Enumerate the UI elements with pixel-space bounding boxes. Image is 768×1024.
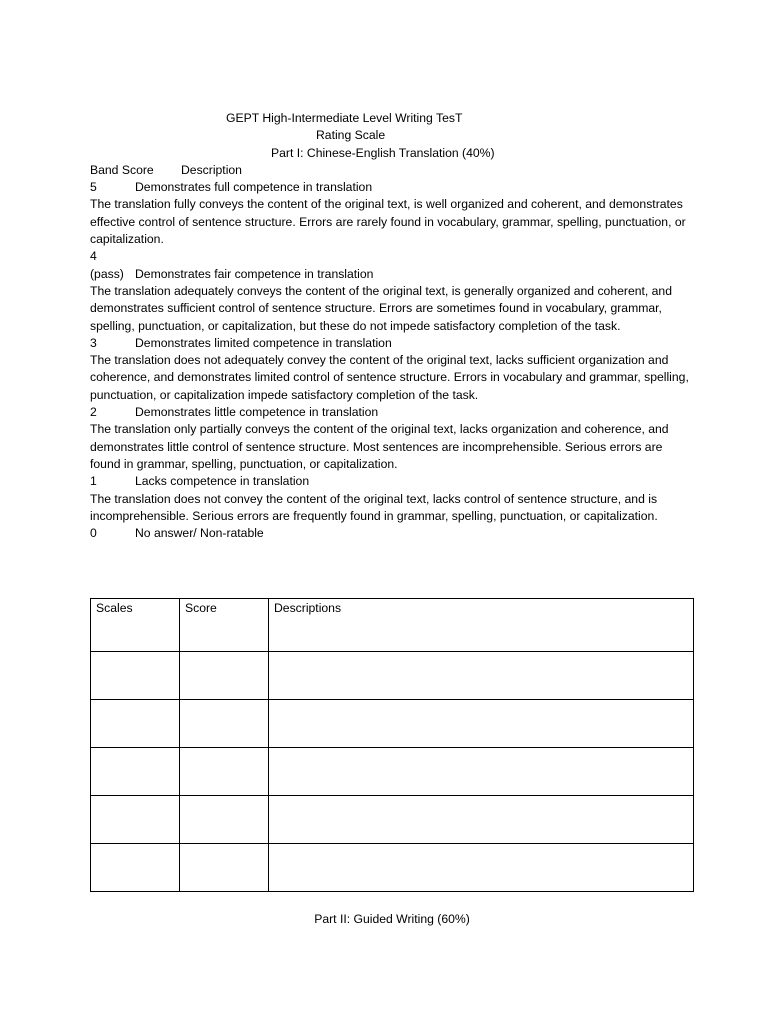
band-2-description: The translation only partially conveys the content of the original text, lacks organization and coherence, and demonstrates little control of sentence structure. Most sentences are incomprehensible. Serious errors are found in grammar, spelling, punctuation, or capitalization.	[90, 422, 669, 471]
band-2-score: 2	[90, 405, 97, 420]
band-4-heading-row	[90, 266, 690, 283]
band-5-description: The translation fully conveys the content of the original text, is well organized and coherent, and demonstrates effective control of sentence structure. Errors are rarely found in vocabulary, grammar, spelling, punctuation, or capitalization.	[90, 197, 686, 247]
part-one-title: Part I: Chinese-English Translation (40%)	[271, 145, 495, 160]
scoring-table	[90, 598, 694, 892]
document-title: GEPT High-Intermediate Level Writing TesT	[226, 111, 463, 125]
table-cell-score	[180, 652, 269, 700]
table-header-row	[91, 599, 694, 652]
document-subtitle: Rating Scale	[316, 128, 386, 143]
table-cell-scales	[91, 748, 180, 796]
score-header: Score	[180, 599, 269, 652]
band-1-heading-row	[90, 473, 690, 490]
table-cell-score	[180, 748, 269, 796]
table-cell-description	[269, 652, 694, 700]
band-2-heading: Demonstrates little competence in translation	[135, 405, 379, 420]
table-cell-scales	[91, 700, 180, 748]
band-0-score: 0	[90, 526, 97, 541]
table-cell-scales	[91, 844, 180, 892]
band-5-heading: Demonstrates full competence in translation	[135, 180, 373, 195]
band-0-heading-row	[90, 525, 690, 542]
table-row	[91, 796, 694, 844]
band-1-score: 1	[90, 474, 97, 489]
table-row	[91, 652, 694, 700]
band-header-row	[90, 162, 690, 179]
band-3-score: 3	[90, 335, 97, 350]
descriptions-header: Descriptions	[269, 599, 694, 652]
band-4-description: The translation adequately conveys the content of the original text, is generally organized and coherent, and demonstrates sufficient control of sentence structure. Errors are sometimes found in vocabulary, grammar, spelling, punctuation, or capitalization, but these do not impede satisfactory completion of the task.	[90, 283, 672, 333]
band-4-heading: Demonstrates fair competence in translation	[135, 266, 374, 281]
band-1-heading: Lacks competence in translation	[135, 474, 310, 489]
table-cell-scales	[91, 652, 180, 700]
table-cell-description	[269, 844, 694, 892]
band-score-header: Band Score	[90, 162, 154, 177]
scales-header: Scales	[91, 599, 180, 652]
description-header: Description	[181, 162, 242, 177]
table-cell-score	[180, 796, 269, 844]
band-3-heading-row	[90, 335, 690, 352]
table-cell-description	[269, 748, 694, 796]
table-row	[91, 844, 694, 892]
table-cell-scales	[91, 796, 180, 844]
band-2-heading-row	[90, 404, 690, 421]
table-row	[91, 748, 694, 796]
band-5-score: 5	[90, 180, 97, 195]
table-cell-score	[180, 844, 269, 892]
band-5-heading-row	[90, 179, 690, 196]
band-1-description: The translation does not convey the content of the original text, lacks control of sentence structure, and is incomprehensible. Serious errors are frequently found in grammar, spelling, punctuation, or capitalization.	[90, 491, 658, 523]
band-4-score: 4	[90, 249, 97, 264]
part-two-title: Part II: Guided Writing (60%)	[314, 912, 470, 926]
table-cell-description	[269, 796, 694, 844]
table-cell-description	[269, 700, 694, 748]
rating-scale-text	[90, 110, 690, 542]
band-4-pass-label: (pass)	[90, 266, 124, 281]
table-row	[91, 700, 694, 748]
band-3-description: The translation does not adequately convey the content of the original text, lacks sufficient organization and coherence, and demonstrates limited control of sentence structure. Errors in vocabulary and grammar, spelling, punctuation, or capitalization impede satisfactory completion of the task.	[90, 353, 689, 402]
table-cell-score	[180, 700, 269, 748]
band-3-heading: Demonstrates limited competence in translation	[135, 335, 392, 350]
band-0-heading: No answer/ Non-ratable	[135, 526, 264, 541]
